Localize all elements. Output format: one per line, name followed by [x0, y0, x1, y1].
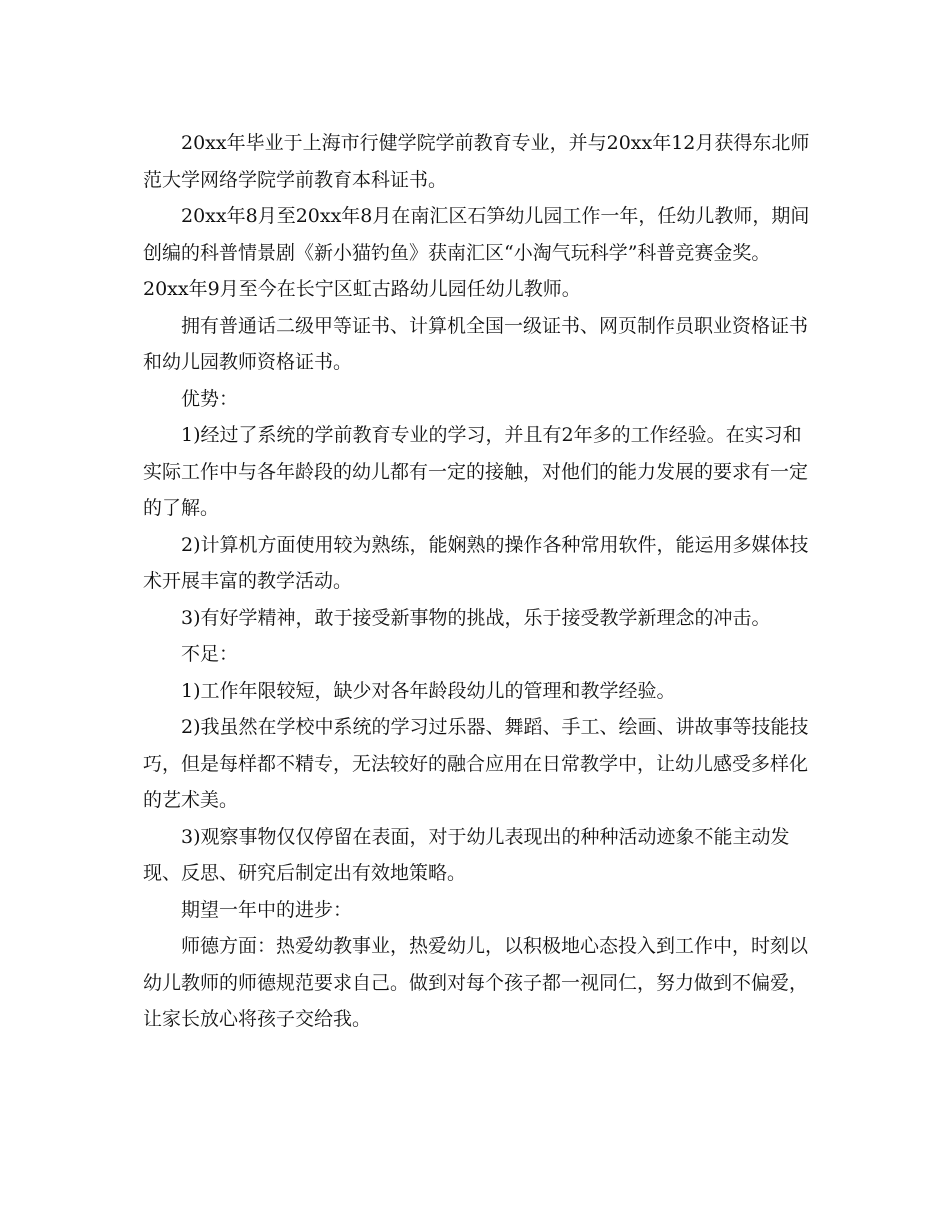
heading-expected-progress: 期望一年中的进步：: [181, 898, 353, 921]
weakness-item-1: 1)工作年限较短，缺少对各年龄段幼儿的管理和教学经验。: [181, 679, 676, 702]
paragraph-certificates: 拥有普通话二级甲等证书、计算机全国一级证书、网页制作员职业资格证书和幼儿园教师资格证书。: [143, 314, 809, 373]
paragraph-work-nanhui: 20xx年8月至20xx年8月在南汇区石笋幼儿园工作一年，任幼儿教师，期间创编的科普情景剧《新小猫钓鱼》获南汇区“小淘气玩科学”科普竞赛金奖。: [143, 205, 810, 264]
weakness-item-3: 3)观察事物仅仅停留在表面，对于幼儿表现出的种种活动迹象不能主动发现、反思、研究后制定出有效地策略。: [143, 825, 790, 884]
heading-strengths: 优势：: [181, 387, 239, 410]
strength-item-3: 3)有好学精神，敢于接受新事物的挑战，乐于接受教学新理念的冲击。: [181, 606, 771, 629]
heading-weaknesses: 不足：: [181, 643, 239, 665]
document-body: [143, 125, 811, 1038]
paragraph-work-changning: 20xx年9月至今在长宁区虹古路幼儿园任幼儿教师。: [143, 278, 581, 300]
strength-item-2: 2)计算机方面使用较为熟练，能娴熟的操作各种常用软件，能运用多媒体技术开展丰富的教学活动。: [143, 533, 809, 592]
weakness-item-2: 2)我虽然在学校中系统的学习过乐器、舞蹈、手工、绘画、讲故事等技能技巧，但是每样都不精专，无法较好的融合应用在日常教学中，让幼儿感受多样化的艺术美。: [143, 716, 809, 811]
paragraph-education: 20xx年毕业于上海市行健学院学前教育专业，并与20xx年12月获得东北师范大学网络学院学前教育本科证书。: [143, 132, 810, 191]
paragraph-teacher-ethics: 师德方面：热爱幼教事业，热爱幼儿，以积极地心态投入到工作中，时刻以幼儿教师的师德规范要求自己。做到对每个孩子都一视同仁，努力做到不偏爱，让家长放心将孩子交给我。: [143, 935, 809, 1030]
strength-item-1: 1)经过了系统的学前教育专业的学习，并且有2年多的工作经验。在实习和实际工作中与各年龄段的幼儿都有一定的接触，对他们的能力发展的要求有一定的了解。: [143, 424, 809, 519]
